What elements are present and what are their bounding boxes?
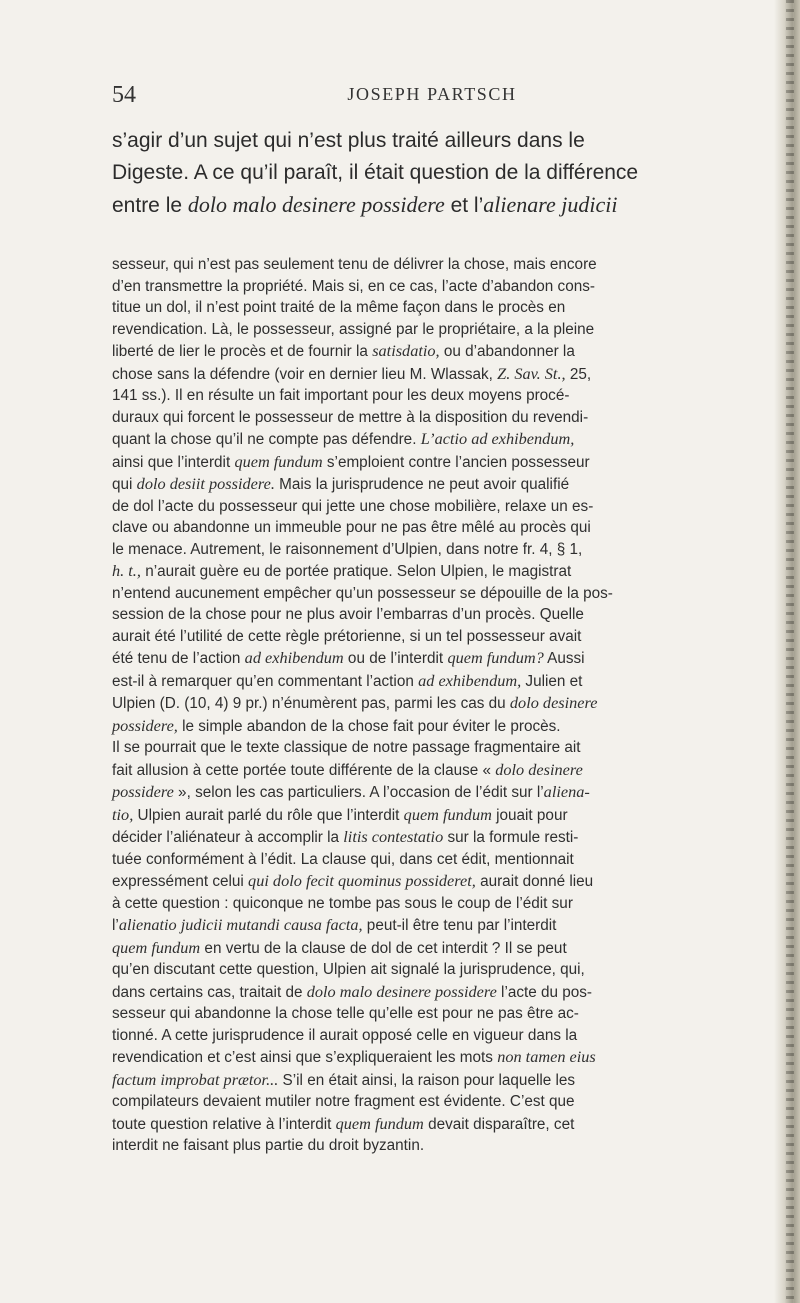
body-line — [112, 473, 752, 496]
body-line — [112, 692, 752, 715]
text-run: s’emploient contre l’ancien possesseur — [322, 453, 590, 471]
text-run: qui — [112, 476, 137, 493]
text-run: compilateurs devaient mutiler notre fragment est évidente. C’est que — [112, 1093, 575, 1110]
text-run: 141 ss.). Il en résulte un fait important pour les deux moyens procé- — [112, 387, 570, 404]
italic-text: Z. Sav. St., — [497, 363, 566, 383]
text-run: clave ou abandonne un immeuble pour ne pas être mêlé au procès qui — [112, 519, 591, 536]
italic-text: possidere — [112, 782, 174, 801]
body-line — [112, 981, 752, 1004]
body-line — [112, 340, 752, 363]
body-line — [112, 670, 752, 693]
text-run: Julien et — [521, 672, 583, 690]
body-line — [112, 1046, 752, 1069]
body-text — [112, 254, 752, 1157]
body-line — [112, 826, 752, 849]
intro-line — [112, 125, 752, 157]
text-run: chose sans la défendre (voir en dernier lieu M. Wlassak, — [112, 365, 498, 383]
italic-text: dolo desiit possidere. — [136, 474, 275, 493]
text-run: quant la chose qu’il ne compte pas défendre. — [112, 431, 421, 448]
body-line — [112, 451, 752, 474]
text-run: décider l’aliénateur à accomplir la — [112, 829, 344, 846]
text-run: été tenu de l’action — [112, 650, 245, 667]
text-run: en vertu de la clause de dol de cet interdit ? Il se peut — [200, 939, 567, 957]
text-run: 25, — [565, 365, 592, 383]
body-line — [112, 517, 752, 539]
text-run: jouait pour — [491, 806, 568, 824]
body-line — [112, 1091, 752, 1113]
italic-text: non tamen eius — [497, 1047, 596, 1066]
text-run: S’il en était ainsi, la raison pour laquelle les — [278, 1071, 576, 1089]
body-line — [112, 1135, 752, 1157]
body-line — [112, 804, 752, 827]
page-edge-texture — [786, 0, 794, 1303]
text-run: aurait donné lieu — [475, 873, 594, 890]
page-header — [112, 82, 752, 114]
italic-text: possidere, — [112, 715, 178, 735]
italic-text: aliena- — [543, 782, 590, 801]
body-line — [112, 849, 752, 871]
italic-text: ad exhibendum, — [418, 670, 522, 690]
text-run: dans certains cas, traitait de — [112, 983, 307, 1001]
italic-text: dolo malo desinere possidere — [187, 192, 445, 217]
text-run: tionné. A cette jurisprudence il aurait opposé celle en vigueur dans la — [112, 1026, 578, 1044]
text-run: expressément celui — [112, 873, 249, 890]
body-line — [112, 1113, 752, 1136]
text-run: ainsi que l’interdit — [112, 453, 235, 471]
italic-text: ad exhibendum — [244, 648, 344, 667]
body-line — [112, 893, 752, 915]
text-run: interdit ne faisant plus partie du droit byzantin. — [112, 1137, 425, 1154]
italic-text: satisdatio, — [372, 341, 440, 360]
italic-text: tio, — [112, 804, 134, 824]
text-run: revendication. Là, le possesseur, assigné par le propriétaire, a la pleine — [112, 320, 595, 338]
text-run: le simple abandon de la chose fait pour éviter le procès. — [177, 717, 561, 735]
italic-text: h. t., — [112, 561, 141, 580]
italic-text: qui dolo fecit quominus possideret, — [248, 871, 476, 890]
text-run: le menace. Autrement, le raisonnement d’Ulpien, dans notre fr. 4, § 1, — [112, 540, 583, 558]
italic-text: alienare judicii — [483, 192, 618, 217]
text-run: sur la formule resti- — [443, 829, 579, 846]
body-line — [112, 560, 752, 583]
italic-text: L’actio ad exhibendum, — [420, 429, 575, 448]
body-line — [112, 583, 752, 605]
text-run: tuée conformément à l’édit. La clause qui, dans cet édit, mentionnait — [112, 850, 574, 868]
text-run: duraux qui forcent le possesseur de mettre à la disposition du revendi- — [112, 408, 589, 426]
body-line — [112, 715, 752, 738]
italic-text: quem fundum — [112, 937, 201, 957]
intro-line — [112, 157, 752, 189]
body-line — [112, 254, 752, 276]
italic-text: factum improbat prætor... — [112, 1069, 279, 1089]
body-line — [112, 937, 752, 960]
text-run: est-il à remarquer qu’en commentant l’action — [112, 672, 419, 690]
body-line — [112, 626, 752, 648]
italic-text: dolo desinere — [509, 693, 598, 712]
intro-line — [112, 189, 752, 222]
intro-paragraph — [112, 125, 752, 222]
text-run: fait allusion à cette portée toute différente de la clause « — [112, 761, 496, 779]
text-run: n’entend aucunement empêcher qu’un possesseur se dépouille de la pos- — [112, 584, 613, 602]
text-run: et l’ — [444, 194, 484, 217]
body-line — [112, 385, 752, 407]
running-head: JOSEPH PARTSCH — [347, 84, 517, 104]
text-run: toute question relative à l’interdit — [112, 1115, 336, 1133]
text-run: Il se pourrait que le texte classique de notre passage fragmentaire ait — [112, 739, 581, 756]
body-line — [112, 539, 752, 561]
body-line — [112, 959, 752, 981]
body-line — [112, 781, 752, 804]
italic-text: quem fundum — [234, 451, 323, 471]
text-run: », selon les cas particuliers. A l’occasion de l’édit sur l’ — [173, 784, 544, 801]
text-run: Ulpien (D. (10, 4) 9 pr.) n’énumèrent pas, parmi les cas du — [112, 695, 510, 712]
body-line — [112, 319, 752, 341]
italic-text: quem fundum — [335, 1113, 424, 1133]
text-run: qu’en discutant cette question, Ulpien ait signalé la jurisprudence, qui, — [112, 961, 585, 978]
text-run: d’en transmettre la propriété. Mais si, en ce cas, l’acte d’abandon cons- — [112, 277, 595, 295]
text-run: à cette question : quiconque ne tombe pas sous le coup de l’édit sur — [112, 894, 573, 912]
body-line — [112, 1003, 752, 1025]
text-run: Aussi — [543, 650, 585, 667]
italic-text: dolo malo desinere possidere — [306, 981, 497, 1001]
text-run: revendication et c’est ainsi que s’expliqueraient les mots — [112, 1049, 498, 1066]
body-line — [112, 297, 752, 319]
body-line — [112, 1069, 752, 1092]
italic-text: quem fundum — [403, 804, 492, 824]
body-line — [112, 604, 752, 626]
body-line — [112, 428, 752, 451]
body-line — [112, 496, 752, 518]
text-run: Mais la jurisprudence ne peut avoir qualifié — [274, 476, 570, 493]
text-run: Ulpien aurait parlé du rôle que l’interdit — [133, 806, 404, 824]
body-line — [112, 759, 752, 782]
text-run: aurait été l’utilité de cette règle prétorienne, si un tel possesseur avait — [112, 627, 582, 645]
text-run: de dol l’acte du possesseur qui jette une chose mobilière, relaxe un es- — [112, 497, 594, 515]
italic-text: litis contestatio — [343, 827, 444, 846]
body-line — [112, 407, 752, 429]
text-run: session de la chose pour ne plus avoir l’embarras d’un procès. Quelle — [112, 606, 584, 623]
italic-text: alienatio judicii mutandi causa facta, — [118, 915, 363, 934]
text-run: liberté de lier le procès et de fournir la — [112, 343, 373, 360]
text-run: l’ — [112, 917, 119, 934]
text-run: titue un dol, il n’est point traité de la même façon dans le procès en — [112, 299, 566, 316]
text-run: s’agir d’un sujet qui n’est plus traité ailleurs dans le — [112, 129, 585, 152]
text-run: l’acte du pos- — [496, 983, 593, 1001]
body-line — [112, 914, 752, 937]
italic-text: dolo desinere — [495, 759, 583, 779]
body-line — [112, 870, 752, 893]
body-line — [112, 276, 752, 298]
text-run: ou d’abandonner la — [439, 343, 575, 360]
page-number: 54 — [112, 82, 136, 108]
text-run: sesseur qui abandonne la chose telle qu’elle est pour ne pas être ac- — [112, 1005, 579, 1022]
text-run: n’aurait guère eu de portée pratique. Selon Ulpien, le magistrat — [140, 563, 572, 580]
text-run: sesseur, qui n’est pas seulement tenu de délivrer la chose, mais encore — [112, 256, 597, 273]
body-line — [112, 1025, 752, 1047]
text-run: Digeste. A ce qu’il paraît, il était question de la différence — [112, 161, 639, 184]
body-line — [112, 363, 752, 386]
text-run: peut-il être tenu par l’interdit — [362, 917, 557, 934]
text-run: ou de l’interdit — [343, 650, 448, 667]
italic-text: quem fundum? — [447, 648, 544, 667]
text-run: entre le — [112, 194, 188, 217]
body-line — [112, 737, 752, 759]
text-run: devait disparaître, cet — [423, 1115, 575, 1133]
body-line — [112, 647, 752, 670]
